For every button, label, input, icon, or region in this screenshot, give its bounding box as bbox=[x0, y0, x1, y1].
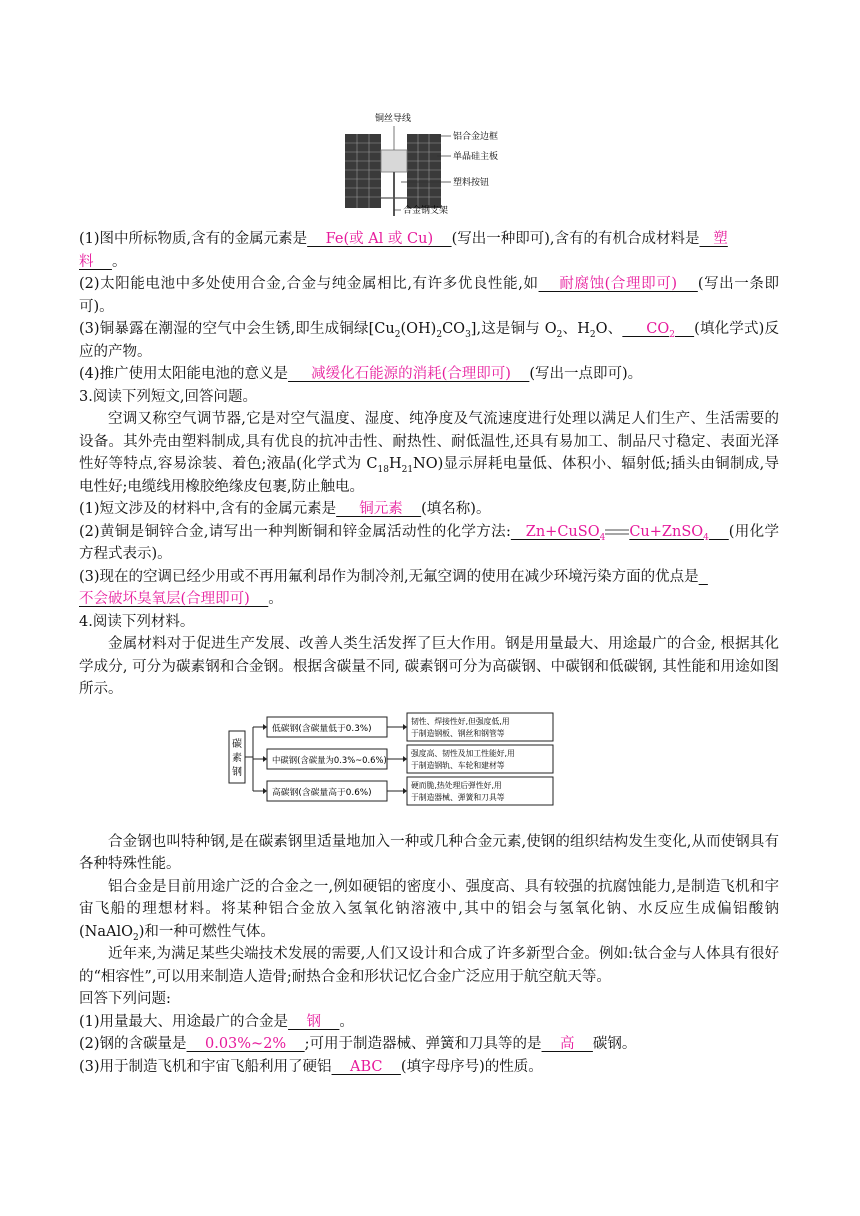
q3-part1: (1)短文涉及的材料中,含有的金属元素是 铜元素 (填名称)。 bbox=[79, 501, 491, 517]
answer-q2-1b: 塑 bbox=[699, 231, 728, 247]
q4-part3: (3)用于制造飞机和宇宙飞船利用了硬铝 ABC (填字母序号)的性质。 bbox=[79, 1058, 543, 1075]
carbon-steel-diagram bbox=[227, 711, 557, 809]
q4-para1: 金属材料对于促进生产发展、改善人类生活发挥了巨大作用。钢是用量最大、用途最广的合金, 根据其化学成分, 可分为碳素钢和合金钢。根据含碳量不同, 碳素钢可分为高碳钢、中碳钢和低碳钢, 其性能和用途如图所示。 bbox=[79, 636, 779, 697]
diagram-row-mid bbox=[253, 745, 553, 773]
equals-sign bbox=[605, 528, 629, 536]
svg-text:高碳钢(含碳量高于0.6%): 高碳钢(含碳量高于0.6%) bbox=[272, 787, 372, 798]
svg-text:中碳钢(含碳量为0.3%~0.6%): 中碳钢(含碳量为0.3%~0.6%) bbox=[272, 754, 387, 765]
answer-q4-3: ABC bbox=[331, 1058, 401, 1075]
answer-q2-3: $CO_2$ bbox=[622, 321, 675, 340]
diagram-row-low bbox=[253, 713, 553, 741]
q4-para2: 合金钢也叫特种钢,是在碳素钢里适量地加入一种或几种合金元素,使钢的组织结构发生变化,从而使钢具有各种特殊性能。 bbox=[79, 833, 779, 872]
q4-part2: (2)钢的含碳量是 0.03%~2% ;可用于制造器械、弹簧和刀具等的是 高 碳钢。 bbox=[79, 1036, 637, 1052]
q4-para4: 近年来,为满足某些尖端技术发展的需要,人们又设计和合成了许多新型合金。例如:钛合金与人体具有很好的“相容性”,可以用来制造人造骨;耐热合金和形状记忆合金广泛应用于航空航天等。 bbox=[79, 946, 779, 985]
answer-q3-3: 不会破坏臭氧层(合理即可) bbox=[79, 591, 269, 607]
control-box bbox=[381, 150, 407, 172]
answer-q4-1: 钢 bbox=[288, 1013, 340, 1030]
answer-q2-1: Fe(或 Al 或 Cu) bbox=[307, 231, 452, 247]
q2-part1: (1)图中所标物质,含有的金属元素是 Fe(或 Al 或 Cu) (写出一种即可),含有的有机合成材料是 塑 料 。 bbox=[79, 231, 728, 270]
answer-q4-2b: 高 bbox=[541, 1036, 593, 1052]
answer-q3-1: 铜元素 bbox=[336, 501, 422, 517]
label-button: 塑料按钮 bbox=[453, 178, 490, 188]
q4-title: 4.阅读下列材料。 bbox=[79, 613, 195, 630]
label-frame: 铝合金边框 bbox=[453, 132, 499, 142]
solar-panel-figure bbox=[341, 112, 531, 224]
svg-text:于制造钢板、钢丝和钢管等: 于制造钢板、钢丝和钢管等 bbox=[411, 728, 505, 738]
root-char-1: 碳 bbox=[232, 738, 242, 750]
q3-part2: (2)黄铜是铜锌合金,请写出一种判断铜和锌金属活动性的化学方法: Zn+CuSO$_4$ Cu+ZnSO$_4$ (用化学方程式表示)。 bbox=[79, 523, 779, 562]
answer-q2-2: 耐腐蚀(合理即可) bbox=[538, 276, 698, 292]
root-char-3: 钢 bbox=[232, 766, 242, 778]
root-char-2: 素 bbox=[232, 752, 242, 764]
q4-part1: (1)用量最大、用途最广的合金是 钢 。 bbox=[79, 1013, 354, 1030]
label-panel: 单晶硅主板 bbox=[453, 152, 499, 162]
q2-part4: (4)推广使用太阳能电池的意义是 减缓化石能源的消耗(合理即可) (写出一点即可)。 bbox=[79, 366, 643, 382]
label-bracket: 合金钢支架 bbox=[403, 206, 449, 216]
answer-q3-2: Zn+CuSO$_4$ Cu+ZnSO$_4$ bbox=[510, 523, 709, 543]
svg-text:硬而脆,热处理后弹性好,用: 硬而脆,热处理后弹性好,用 bbox=[411, 780, 502, 790]
q4-para3: 铝合金是目前用途广泛的合金之一,例如硬铝的密度小、强度高、具有较强的抗腐蚀能力,是制造飞机和宇宙飞船的理想材料。将某种铝合金放入氢氧化钠溶液中,其中的铝会与氢氧化钠、水反应生成偏铝酸钠(NaAlO$_2$)和一种可燃性气体。 bbox=[79, 878, 779, 943]
diagram-row-high bbox=[253, 777, 553, 805]
q3-passage: 空调又称空气调节器,它是对空气温度、湿度、纯净度及气流速度进行处理以满足人们生产、生活需要的设备。其外壳由塑料制成,具有优良的抗冲击性、耐热性、耐低温性,还具有易加工、制品尺寸稳定、表面光泽性好等特点,容易涂装、着色;液晶(化学式为 $C_{18}H_{21}NO$)显示屏耗电量低、体积小、辐射低;插头由铜制成,导电性好;电缆线用橡胶绝缘皮包裹,防止触电。 bbox=[79, 411, 779, 495]
q2-part2: (2)太阳能电池中多处使用合金,合金与纯金属相比,有许多优良性能,如 耐腐蚀(合理即可) (写出一条即可)。 bbox=[79, 276, 779, 315]
svg-text:韧性、焊接性好,但强度低,用: 韧性、焊接性好,但强度低,用 bbox=[411, 716, 510, 726]
svg-text:于制造钢轨、车轮和建材等: 于制造钢轨、车轮和建材等 bbox=[411, 760, 505, 770]
label-copper-wire: 铜丝导线 bbox=[375, 114, 412, 124]
worksheet-page bbox=[79, 104, 779, 1078]
q3-part3: (3)现在的空调已经少用或不再用氟利昂作为制冷剂,无氟空调的使用在减少环境污染方面的优点是 不会破坏臭氧层(合理即可) 。 bbox=[79, 568, 699, 607]
svg-text:低碳钢(含碳量低于0.3%): 低碳钢(含碳量低于0.3%) bbox=[272, 723, 372, 734]
q2-part3: (3)铜暴露在潮湿的空气中会生锈,即生成铜绿$[Cu_2(OH)_2CO_3]$,这是铜与 $O_2$、$H_2O$、 $CO_2$ (填化学式)反应的产物。 bbox=[79, 321, 779, 360]
answer-q2-4: 减缓化石能源的消耗(合理即可) bbox=[288, 366, 530, 382]
answer-q4-2a: 0.03%~2% bbox=[186, 1036, 305, 1052]
q3-title: 3.阅读下列短文,回答问题。 bbox=[79, 388, 257, 405]
svg-text:强度高、韧性及加工性能好,用: 强度高、韧性及加工性能好,用 bbox=[411, 748, 515, 758]
svg-text:于制造器械、弹簧和刀具等: 于制造器械、弹簧和刀具等 bbox=[411, 792, 505, 802]
q4-answer-intro: 回答下列问题: bbox=[79, 991, 171, 1007]
